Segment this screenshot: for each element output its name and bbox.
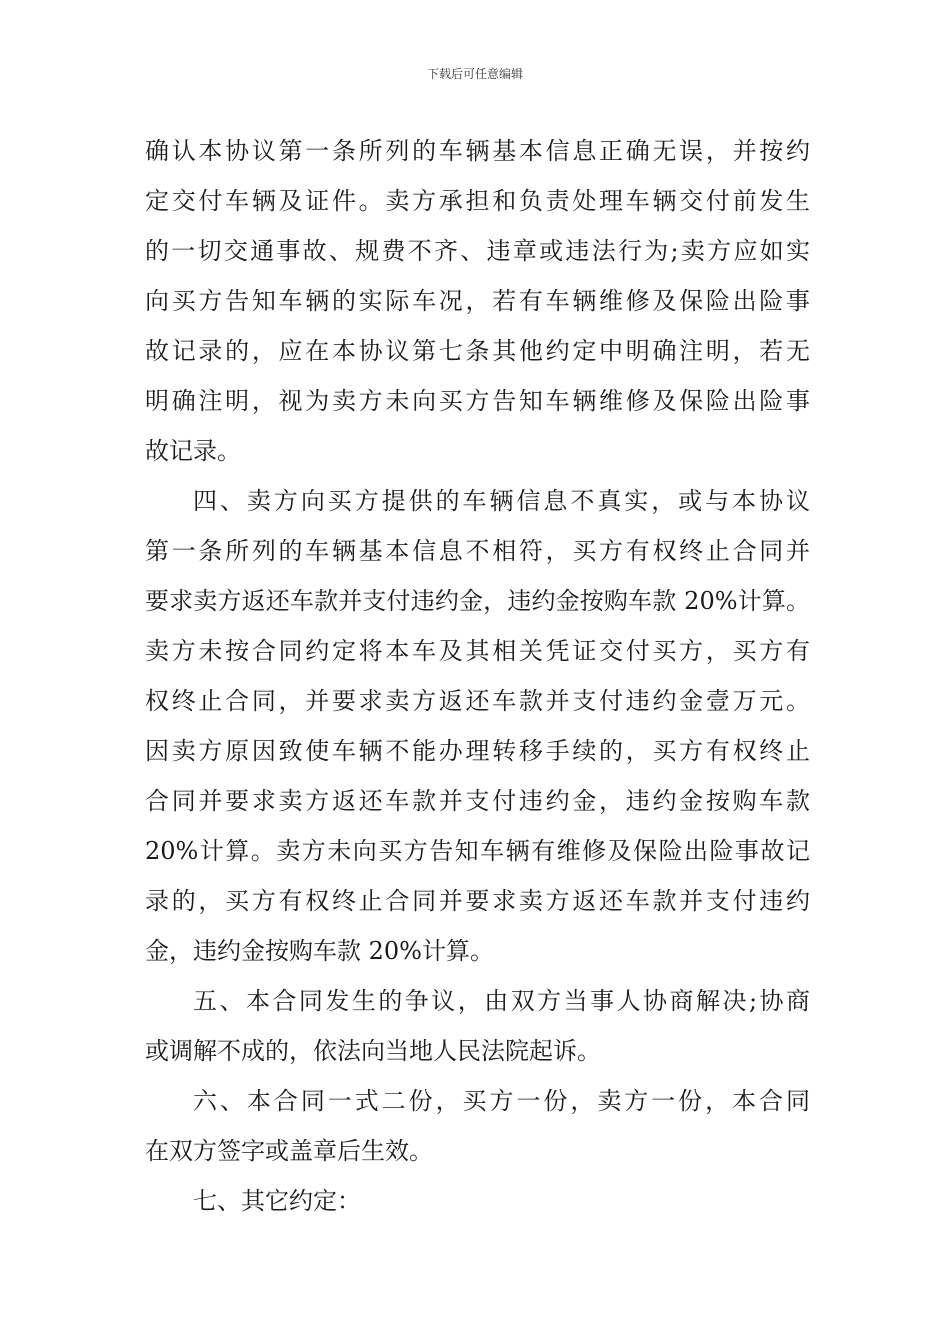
text-line: 七、其它约定： <box>193 1187 361 1215</box>
text-line: 在双方签字或盖章后生效。 <box>145 1137 433 1165</box>
text-line: 权终止合同，并要求卖方返还车款并支付违约金壹万元。 <box>145 687 810 715</box>
text-line: 合同并要求卖方返还车款并支付违约金，违约金按购车款 <box>145 787 810 815</box>
text-line: 定交付车辆及证件。卖方承担和负责处理车辆交付前发生 <box>145 187 810 215</box>
text-line: 要求卖方返还车款并支付违约金，违约金按购车款 20%计算。 <box>145 587 810 615</box>
text-line: 故记录的，应在本协议第七条其他约定中明确注明，若无 <box>145 337 810 365</box>
paragraph-clause-4 <box>145 476 810 976</box>
text-line: 20%计算。卖方未向买方告知车辆有维修及保险出险事故记 <box>145 837 810 865</box>
text-line: 的一切交通事故、规费不齐、违章或违法行为;卖方应如实 <box>145 237 810 265</box>
paragraph-clause-6 <box>145 1076 810 1176</box>
text-line: 故记录。 <box>145 437 241 465</box>
paragraph-clause-5 <box>145 976 810 1076</box>
text-line: 四、卖方向买方提供的车辆信息不真实，或与本协议 <box>193 487 810 515</box>
paragraph-confirmation <box>145 126 810 476</box>
page-header: 下载后可任意编辑 <box>426 67 523 81</box>
text-line: 明确注明，视为卖方未向买方告知车辆维修及保险出险事 <box>145 387 810 415</box>
text-line: 或调解不成的，依法向当地人民法院起诉。 <box>145 1037 601 1065</box>
text-line: 确认本协议第一条所列的车辆基本信息正确无误，并按约 <box>145 137 810 165</box>
text-line: 六、本合同一式二份，买方一份，卖方一份，本合同 <box>193 1087 810 1115</box>
text-line: 第一条所列的车辆基本信息不相符，买方有权终止合同并 <box>145 537 810 565</box>
text-line: 五、本合同发生的争议，由双方当事人协商解决;协商 <box>193 987 810 1015</box>
text-line: 录的，买方有权终止合同并要求卖方返还车款并支付违约 <box>145 887 810 915</box>
document-body <box>145 126 810 1226</box>
text-line: 向买方告知车辆的实际车况，若有车辆维修及保险出险事 <box>145 287 810 315</box>
text-line: 因卖方原因致使车辆不能办理转移手续的，买方有权终止 <box>145 737 810 765</box>
text-line: 金，违约金按购车款 20%计算。 <box>145 937 494 965</box>
paragraph-clause-7 <box>145 1176 810 1226</box>
text-line: 卖方未按合同约定将本车及其相关凭证交付买方，买方有 <box>145 637 810 665</box>
